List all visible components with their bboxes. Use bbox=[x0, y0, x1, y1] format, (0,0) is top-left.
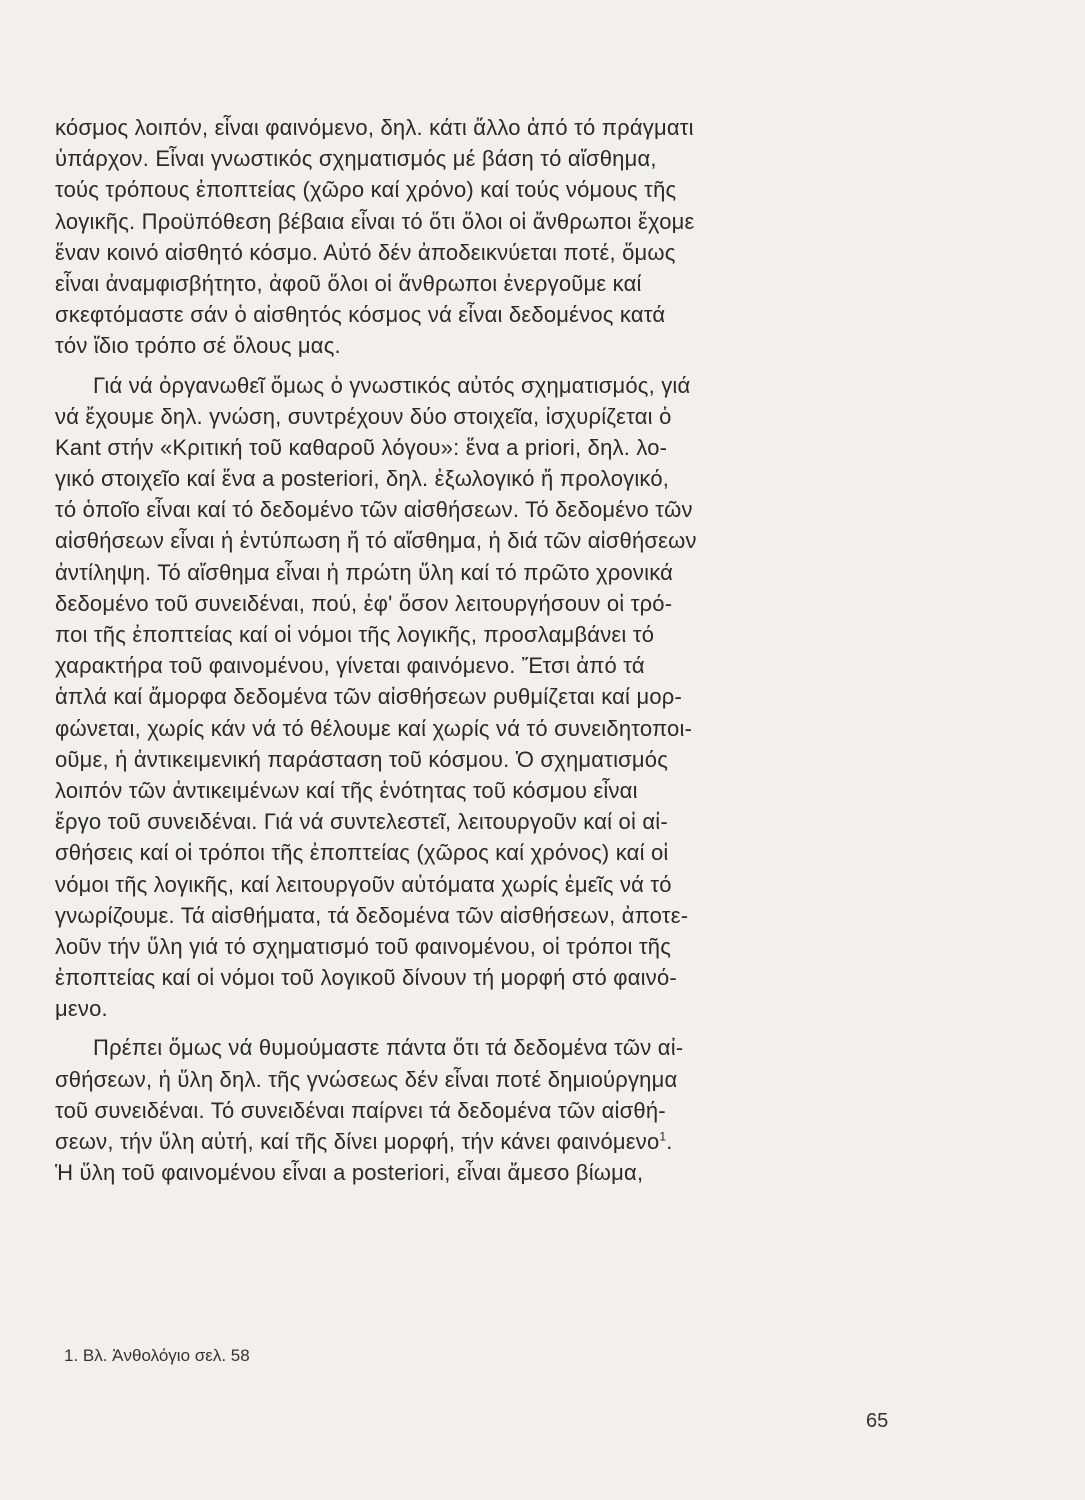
footnote-marker-suffix: . bbox=[666, 1129, 673, 1154]
text-line: αἰσθήσεων εἶναι ἡ ἐντύπωση ἤ τό αἴσθημα, ἡ διά τῶν αἰσθήσεων bbox=[55, 528, 697, 554]
text-line: Ἡ ὕλη τοῦ φαινομένου εἶναι a posteriori, εἶναι ἄμεσο βίωμα, bbox=[55, 1160, 644, 1186]
text-line: ἕναν κοινό αἰσθητό κόσμο. Αὐτό δέν ἀποδεικνύεται ποτέ, ὅμως bbox=[55, 239, 676, 265]
text-line: λοῦν τήν ὕλη γιά τό σχηματισμό τοῦ φαινομένου, οἱ τρόποι τῆς bbox=[55, 933, 671, 959]
text-line: εἶναι ἀναμφισβήτητο, ἀφοῦ ὅλοι οἱ ἄνθρωποι ἐνεργοῦμε καί bbox=[55, 270, 642, 296]
paragraph-1 bbox=[55, 112, 895, 362]
text-line: Γιά νά ὀργανωθεῖ ὅμως ὁ γνωστικός αὐτός σχηματισμός, γιά bbox=[93, 372, 691, 398]
text-line: τοῦ συνειδέναι. Τό συνειδέναι παίρνει τά δεδομένα τῶν αἰσθή- bbox=[55, 1097, 666, 1123]
text-line: ἁπλά καί ἄμορφα δεδομένα τῶν αἰσθήσεων ρυθμίζεται καί μορ- bbox=[55, 684, 682, 710]
body-text bbox=[55, 112, 895, 1188]
text-line: Πρέπει ὅμως νά θυμούμαστε πάντα ὅτι τά δεδομένα τῶν αἰ- bbox=[93, 1035, 684, 1061]
text-line: χαρακτήρα τοῦ φαινομένου, γίνεται φαινόμενο. Ἔτσι ἀπό τά bbox=[55, 653, 645, 679]
paragraph-3 bbox=[55, 1032, 895, 1188]
text-line-with-footnote bbox=[55, 1126, 895, 1157]
text-line: τόν ἴδιο τρόπο σέ ὅλους μας. bbox=[55, 333, 341, 359]
text-line: οῦμε, ἡ ἀντικειμενική παράσταση τοῦ κόσμου. Ὁ σχηματισμός bbox=[55, 746, 669, 772]
footnote-marker: 1 bbox=[659, 1129, 667, 1144]
paragraph-2 bbox=[55, 370, 895, 1025]
text-line: γνωρίζουμε. Τά αἰσθήματα, τά δεδομένα τῶν αἰσθήσεων, ἀποτε- bbox=[55, 902, 689, 928]
text-line: σθήσεων, ἡ ὕλη δηλ. τῆς γνώσεως δέν εἶναι ποτέ δημιούργημα bbox=[55, 1066, 678, 1092]
text-line: Kant στήν «Κριτική τοῦ καθαροῦ λόγου»: ἕνα a priori, δηλ. λο- bbox=[55, 434, 668, 460]
text-line: ἐποπτείας καί οἱ νόμοι τοῦ λογικοῦ δίνουν τή μορφή στό φαινό- bbox=[55, 965, 677, 991]
text-line: δεδομένο τοῦ συνειδέναι, πού, ἐφ' ὅσον λειτουργήσουν οἱ τρό- bbox=[55, 590, 673, 616]
text-line: νόμοι τῆς λογικῆς, καί λειτουργοῦν αὐτόματα χωρίς ἐμεῖς νά τό bbox=[55, 871, 672, 897]
text-line: μενο. bbox=[55, 996, 108, 1022]
text-line: φώνεται, χωρίς κάν νά τό θέλουμε καί χωρίς νά τό συνειδητοποι- bbox=[55, 715, 693, 741]
footnote: 1. Βλ. Ἀνθολόγιο σελ. 58 bbox=[64, 1346, 250, 1365]
text-line: λογικῆς. Προϋπόθεση βέβαια εἶναι τό ὅτι ὅλοι οἱ ἄνθρωποι ἔχομε bbox=[55, 208, 695, 234]
text-line: ἀντίληψη. Τό αἴσθημα εἶναι ἡ πρώτη ὕλη καί τό πρῶτο χρονικά bbox=[55, 559, 674, 585]
text-line: τό ὁποῖο εἶναι καί τό δεδομένο τῶν αἰσθήσεων. Τό δεδομένο τῶν bbox=[55, 497, 693, 523]
text-line: ἔργο τοῦ συνειδέναι. Γιά νά συντελεστεῖ, λειτουργοῦν καί οἱ αἰ- bbox=[55, 809, 668, 835]
text-line: λοιπόν τῶν ἀντικειμένων καί τῆς ἑνότητας τοῦ κόσμου εἶναι bbox=[55, 777, 638, 803]
text-line: ποι τῆς ἐποπτείας καί οἱ νόμοι τῆς λογικῆς, προσλαμβάνει τό bbox=[55, 622, 655, 647]
text-line: σθήσεις καί οἱ τρόποι τῆς ἐποπτείας (χῶρος καί χρόνος) καί οἱ bbox=[55, 840, 669, 866]
text-line: τούς τρόπους ἐποπτείας (χῶρο καί χρόνο) καί τούς νόμους τῆς bbox=[55, 177, 677, 203]
text-line: σκεφτόμαστε σάν ὁ αἰσθητός κόσμος νά εἶναι δεδομένος κατά bbox=[55, 302, 666, 328]
page-number: 65 bbox=[866, 1410, 889, 1432]
text-line: νά ἔχουμε δηλ. γνώση, συντρέχουν δύο στοιχεῖα, ἰσχυρίζεται ὁ bbox=[55, 403, 672, 429]
text-line: κόσμος λοιπόν, εἶναι φαινόμενο, δηλ. κάτι ἄλλο ἀπό τό πράγματι bbox=[55, 115, 694, 140]
text-line-content: σεων, τήν ὕλη αὐτή, καί τῆς δίνει μορφή, τήν κάνει φαινόμενο bbox=[55, 1129, 660, 1154]
text-line: γικό στοιχεῖο καί ἕνα a posteriori, δηλ. ἐξωλογικό ἤ προλογικό, bbox=[55, 466, 670, 492]
text-line: ὑπάρχον. Εἶναι γνωστικός σχηματισμός μέ βάση τό αἴσθημα, bbox=[55, 146, 657, 172]
